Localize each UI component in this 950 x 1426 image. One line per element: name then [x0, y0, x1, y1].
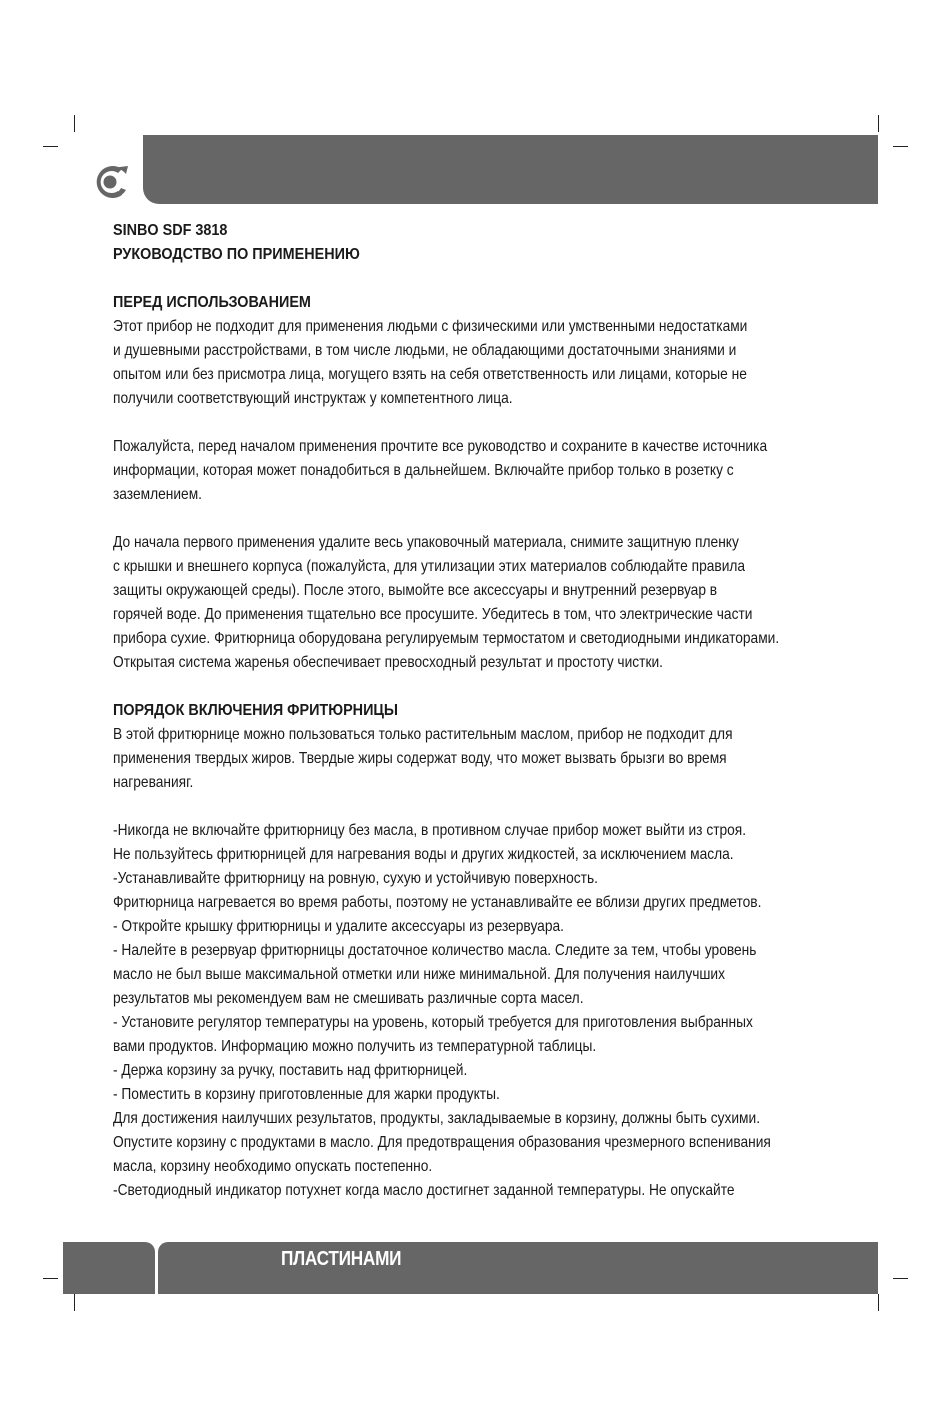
crop-mark-top-right-vertical — [878, 115, 879, 132]
text-line: информации, которая может понадобиться в дальнейшем. Включайте прибор только в розетку с — [113, 462, 734, 479]
text-line: результатов мы рекомендуем вам не смешивать различные сорта масел. — [113, 990, 584, 1007]
text-line: -Устанавливайте фритюрницу на ровную, сухую и устойчивую поверхность. — [113, 870, 598, 887]
text-line: Не пользуйтесь фритюрницей для нагревания воды и других жидкостей, за исключением масла. — [113, 846, 734, 863]
text-line: - Налейте в резервуар фритюрницы достаточное количество масла. Следите за тем, чтобы уровень — [113, 942, 757, 959]
text-line: с крышки и внешнего корпуса (пожалуйста, для утилизации этих материалов соблюдайте правила — [113, 558, 746, 575]
text-line: До начала первого применения удалите весь упаковочный материала, снимите защитную пленку — [113, 534, 739, 551]
text-line: - Поместить в корзину приготовленные для жарки продукты. — [113, 1086, 500, 1103]
text-line: горячей воде. До применения тщательно все просушите. Убедитесь в том, что электрические части — [113, 606, 753, 623]
paragraph — [113, 315, 873, 411]
footer-page-block — [63, 1242, 155, 1294]
crop-mark-top-left-horizontal — [43, 146, 58, 147]
crop-mark-top-left-vertical — [74, 115, 75, 132]
crop-mark-bottom-right-horizontal — [893, 1278, 908, 1279]
text-line: масло не был выше максимальной отметки или ниже минимальной. Для получения наилучших — [113, 966, 725, 983]
crop-mark-bottom-right-vertical — [878, 1294, 879, 1311]
paragraph — [113, 531, 873, 675]
paragraph — [113, 819, 873, 1203]
text-line: Фритюрница нагревается во время работы, поэтому не устанавливайте ее вблизи других предметов. — [113, 894, 762, 911]
text-line: вами продуктов. Информацию можно получить из температурной таблицы. — [113, 1038, 597, 1055]
section-operation — [113, 699, 873, 1203]
text-line: Пожалуйста, перед началом применения прочтите все руководство и сохраните в качестве источника — [113, 438, 768, 455]
document-title — [113, 219, 873, 267]
text-line: заземлением. — [113, 486, 202, 503]
footer-bar — [158, 1242, 878, 1294]
text-line: -Светодиодный индикатор потухнет когда масло достигнет заданной температуры. Не опускайте — [113, 1182, 735, 1199]
footer-title: ПЛАСТИНАМИ — [281, 1248, 402, 1270]
product-model: SINBO SDF 3818 — [113, 222, 228, 239]
text-line: - Откройте крышку фритюрницы и удалите аксессуары из резервуара. — [113, 918, 564, 935]
text-line: нагреванияг. — [113, 774, 194, 791]
section-before-use — [113, 291, 873, 699]
text-line: применения твердых жиров. Твердые жиры содержат воду, что может вызвать брызги во время — [113, 750, 727, 767]
section-heading: ПОРЯДОК ВКЛЮЧЕНИЯ ФРИТЮРНИЦЫ — [113, 702, 399, 719]
text-line: - Держа корзину за ручку, поставить над фритюрницей. — [113, 1062, 468, 1079]
text-line: Для достижения наилучших результатов, продукты, закладываемые в корзину, должны быть сухими. — [113, 1110, 761, 1127]
text-line: - Установите регулятор температуры на уровень, который требуется для приготовления выбранных — [113, 1014, 753, 1031]
crop-mark-bottom-left-vertical — [74, 1294, 75, 1311]
text-line: -Никогда не включайте фритюрницу без масла, в противном случае прибор может выйти из строя. — [113, 822, 747, 839]
text-line: опытом или без присмотра лица, могущего взять на себя ответственность или лицами, которые не — [113, 366, 747, 383]
crop-mark-bottom-left-horizontal — [43, 1278, 58, 1279]
document-body — [113, 219, 873, 1203]
text-line: прибора сухие. Фритюрница оборудована регулируемым термостатом и светодиодными индикаторами. — [113, 630, 780, 647]
paragraph — [113, 435, 873, 507]
text-line: Этот прибор не подходит для применения людьми с физическими или умственными недостатками — [113, 318, 748, 335]
text-line: получили соответствующий инструктаж у компетентного лица. — [113, 390, 513, 407]
text-line: В этой фритюрнице можно пользоваться только растительным маслом, прибор не подходит для — [113, 726, 733, 743]
text-line: масла, корзину необходимо опускать постепенно. — [113, 1158, 433, 1175]
paragraph — [113, 723, 873, 795]
text-line: Опустите корзину с продуктами в масло. Для предотвращения образования чрезмерного вспенивания — [113, 1134, 771, 1151]
text-line: защиты окружающей среды). После этого, вымойте все аксессуары и внутренний резервуар в — [113, 582, 718, 599]
text-line: Открытая система жаренья обеспечивает превосходный результат и простоту чистки. — [113, 654, 663, 671]
text-line: и душевными расстройствами, в том числе людьми, не обладающими достаточными знаниями и — [113, 342, 737, 359]
section-heading: ПЕРЕД ИСПОЛЬЗОВАНИЕМ — [113, 294, 311, 311]
sinbo-logo-icon — [88, 160, 132, 204]
manual-title: РУКОВОДСТВО ПО ПРИМЕНЕНИЮ — [113, 246, 360, 263]
crop-mark-top-right-horizontal — [893, 146, 908, 147]
header-bar — [143, 135, 878, 204]
